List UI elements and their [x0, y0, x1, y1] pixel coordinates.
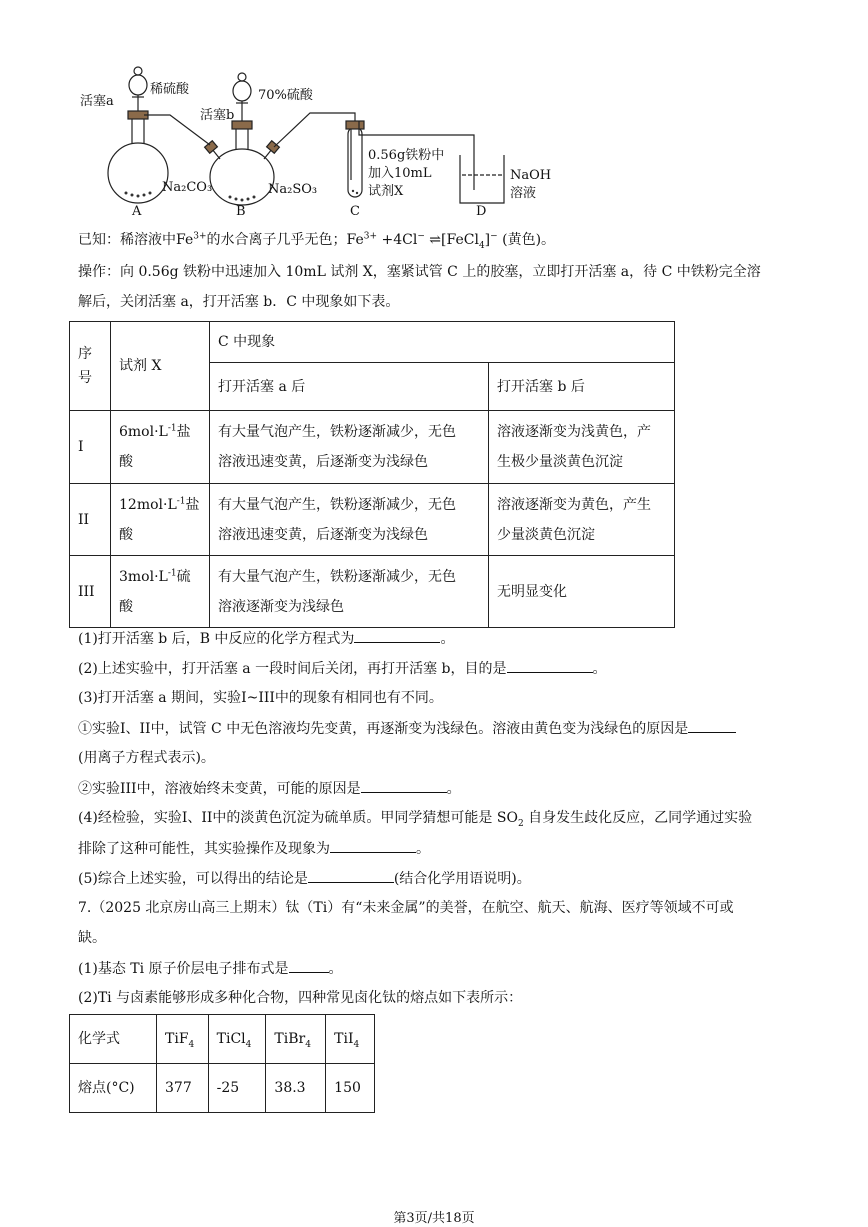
question-3: (3)打开活塞 a 期间，实验I~III中的现象有相同也有不同。 — [78, 690, 443, 706]
label-naoh-2: 溶液 — [510, 186, 537, 201]
label-b: B — [236, 204, 246, 219]
row-seq: I — [70, 411, 111, 484]
q7-line-2: 缺。 — [78, 930, 106, 946]
q7-sub-2: (2)Ti 与卤素能够形成多种化合物，四种常见卤化钛的熔点如下表所示： — [78, 990, 523, 1006]
label-iron-2: 加入10mL — [368, 166, 432, 181]
answer-blank[interactable] — [289, 958, 329, 973]
label-acid-70: 70%硫酸 — [258, 88, 313, 103]
phenomena-table — [69, 321, 675, 628]
value-cell: 150 — [326, 1064, 375, 1113]
answer-blank[interactable] — [354, 628, 440, 643]
label-d: D — [476, 204, 487, 219]
label-iron-3: 试剂X — [368, 184, 404, 199]
answer-blank[interactable] — [330, 838, 416, 853]
table-row — [70, 556, 675, 628]
compound-cell: TiBr$_4$ — [266, 1015, 326, 1064]
row-reagent: $6mol\cdot L^{-1}$盐 酸 — [111, 411, 210, 484]
question-4: (4)经检验，实验I、II中的淡黄色沉淀为硫单质。甲同学猜想可能是 $SO_2$ 自身发生歧化反应，乙同学通过实验 — [78, 810, 753, 829]
compound-cell: TiF$_4$ — [157, 1015, 209, 1064]
value-cell: -25 — [208, 1064, 266, 1113]
question-5: (5)综合上述实验，可以得出的结论是 (结合化学用语说明)。 — [78, 868, 531, 889]
beaker-d — [460, 155, 504, 203]
value-cell: 38.3 — [266, 1064, 326, 1113]
value-cell: 377 — [157, 1064, 209, 1113]
melting-point-table — [69, 1014, 375, 1113]
row-seq: III — [70, 556, 111, 628]
q7-line-1: 7.（2025 北京房山高三上期末）钛（Ti）有“未来金属”的美誉，在航空、航天、航海、医疗等领域不可或 — [78, 900, 734, 916]
header-reagent: 试剂 X — [111, 322, 210, 411]
question-1: (1)打开活塞 b 后，B 中反应的化学方程式为 。 — [78, 628, 454, 649]
question-3-1: ①实验I、II中，试管 C 中无色溶液均先变黄，再逐渐变为浅绿色。溶液由黄色变为浅绿色的原因是 — [78, 718, 736, 739]
q7-sub-1: (1)基态 Ti 原子价层电子排布式是 。 — [78, 958, 343, 979]
header-melting-point: 熔点(°C) — [70, 1064, 157, 1113]
row-reagent: $12mol\cdot L^{-1}$盐 酸 — [111, 484, 210, 556]
question-3-2: ②实验III中，溶液始终未变黄，可能的原因是 。 — [78, 778, 461, 799]
label-stopcock-a: 活塞a — [80, 94, 114, 109]
known-line: 已知：稀溶液中$Fe^{3+}$的水合离子几乎无色；$Fe^{3+} +4Cl^-$ ⇌[FeCl$_4$]− (黄色)。 — [78, 231, 556, 251]
flask-a — [108, 143, 168, 203]
label-na2so3: Na₂SO₃ — [268, 182, 318, 197]
operation-line-1: 操作：向 0.56g 铁粉中迅速加入 10mL 试剂 X，塞紧试管 C 上的胶塞，立即打开活塞 a，待 C 中铁粉完全溶 — [78, 264, 761, 280]
table-row — [70, 411, 675, 484]
question-3-1-note: (用离子方程式表示)。 — [78, 750, 215, 766]
label-na2co3: Na₂CO₃ — [162, 180, 213, 195]
row-open-b: 溶液逐渐变为黄色，产生 少量淡黄色沉淀 — [489, 484, 675, 556]
compound-cell: TiI$_4$ — [326, 1015, 375, 1064]
row-seq: II — [70, 484, 111, 556]
row-reagent: $3mol\cdot L^{-1}$硫 酸 — [111, 556, 210, 628]
apparatus-diagram — [70, 55, 610, 220]
row-open-a: 有大量气泡产生，铁粉逐渐减少，无色 溶液迅速变黄，后逐渐变为浅绿色 — [210, 411, 489, 484]
table-row — [70, 484, 675, 556]
row-open-b: 溶液逐渐变为浅黄色，产 生极少量淡黄色沉淀 — [489, 411, 675, 484]
label-a: A — [132, 204, 142, 219]
row-open-b: 无明显变化 — [489, 556, 675, 628]
operation-line-2: 解后，关闭活塞 a，打开活塞 b．C 中现象如下表。 — [78, 294, 400, 310]
label-c: C — [350, 204, 360, 219]
flask-b — [210, 149, 274, 205]
row-open-a: 有大量气泡产生，铁粉逐渐减少，无色 溶液逐渐变为浅绿色 — [210, 556, 489, 628]
answer-blank[interactable] — [308, 868, 394, 883]
header-seq: 序号 — [70, 322, 111, 411]
answer-blank[interactable] — [507, 658, 593, 673]
label-dilute-acid: 稀硫酸 — [150, 82, 190, 97]
answer-blank[interactable] — [688, 718, 736, 733]
compound-cell: TiCl$_4$ — [208, 1015, 266, 1064]
label-iron-1: 0.56g铁粉中 — [368, 148, 445, 163]
header-open-a: 打开活塞 a 后 — [210, 363, 489, 411]
header-formula: 化学式 — [70, 1015, 157, 1064]
test-tube-c — [348, 127, 362, 197]
question-4-line-2: 排除了这种可能性，其实验操作及现象为 。 — [78, 838, 430, 859]
answer-blank[interactable] — [361, 778, 447, 793]
header-phenomena: C 中现象 — [210, 322, 675, 363]
label-stopcock-b: 活塞b — [200, 108, 235, 123]
row-open-a: 有大量气泡产生，铁粉逐渐减少，无色 溶液迅速变黄，后逐渐变为浅绿色 — [210, 484, 489, 556]
question-2: (2)上述实验中，打开活塞 a 一段时间后关闭，再打开活塞 b，目的是 。 — [78, 658, 607, 679]
page-footer: 第3页/共18页 — [393, 1211, 475, 1226]
header-open-b: 打开活塞 b 后 — [489, 363, 675, 411]
label-naoh-1: NaOH — [510, 168, 552, 183]
